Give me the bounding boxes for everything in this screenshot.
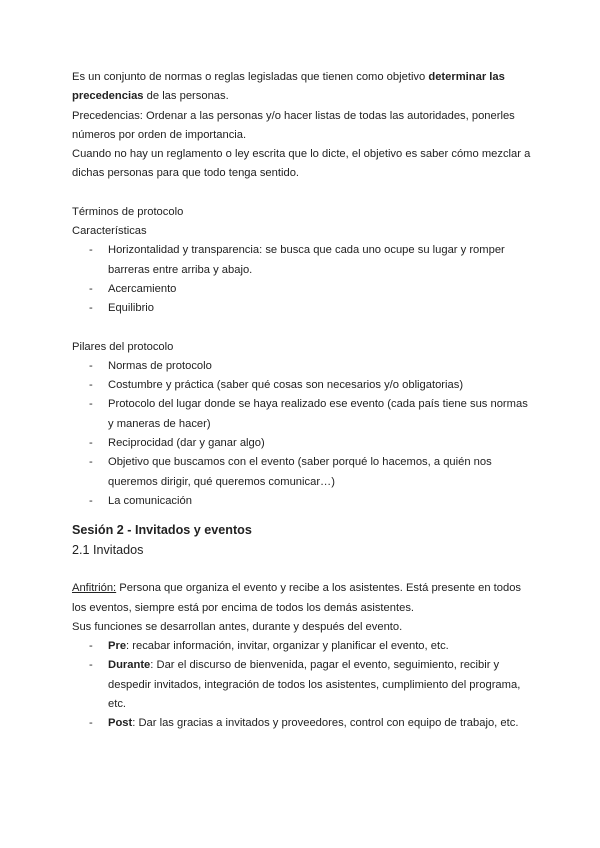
bullet-mark: -	[89, 456, 93, 469]
caracteristicas-heading: Características	[72, 225, 147, 238]
phase-label: Durante	[108, 659, 151, 672]
bullet-mark: -	[89, 640, 93, 653]
list-item: - Equilibrio	[72, 299, 532, 318]
list-item: - Post: Dar las gracias a invitados y proveedores, control con equipo de trabajo, etc.	[72, 714, 532, 733]
bullet-mark: -	[89, 359, 93, 372]
bullet-mark: -	[89, 717, 93, 730]
bullet-mark: -	[89, 437, 93, 450]
list-item: - La comunicación	[72, 492, 532, 511]
funciones-paragraph: Sus funciones se desarrollan antes, durante y después del evento.	[72, 620, 403, 633]
reglamento-paragraph: Cuando no hay un reglamento o ley escrita que lo dicte, el objetivo es saber cómo mezclar a dichas personas para que todo tenga sentido.	[72, 148, 531, 180]
phase-label: Post	[108, 717, 133, 730]
bullet-mark: -	[89, 244, 93, 257]
list-item: - Durante: Dar el discurso de bienvenida, pagar el evento, seguimiento, recibir y despedir invitados, integración de todos los asistentes, cumplimiento del programa, etc.	[72, 656, 532, 714]
list-item: - Normas de protocolo	[72, 357, 532, 376]
precedencias-paragraph: Precedencias: Ordenar a las personas y/o hacer listas de todas las autoridades, ponerles números por orden de importancia.	[72, 109, 515, 141]
document-content	[72, 68, 532, 734]
bullet-mark: -	[89, 379, 93, 392]
anfitrion-label: Anfitrión:	[72, 582, 117, 595]
list-item: - Pre: recabar información, invitar, organizar y planificar el evento, etc.	[72, 637, 532, 656]
list-item: - Acercamiento	[72, 280, 532, 299]
list-item: - Objetivo que buscamos con el evento (saber porqué lo hacemos, a quién nos queremos dirigir, qué queremos comunicar…)	[72, 453, 532, 492]
pilares-list	[72, 357, 532, 511]
anfitrion-paragraph: Anfitrión: Persona que organiza el evento y recibe a los asistentes. Está presente en todos los eventos, siempre está por encima de todos los demás asistentes.	[72, 582, 522, 614]
bullet-mark: -	[89, 302, 93, 315]
intro-bold-term: determinar las precedencias	[72, 71, 505, 103]
bullet-mark: -	[89, 282, 93, 295]
bullet-mark: -	[89, 494, 93, 507]
bullet-mark: -	[89, 398, 93, 411]
caracteristicas-list	[72, 241, 532, 318]
list-item: - Horizontalidad y transparencia: se busca que cada uno ocupe su lugar y romper barreras entre arriba y abajo.	[72, 241, 532, 280]
list-item: - Protocolo del lugar donde se haya realizado ese evento (cada país tiene sus normas y maneras de hacer)	[72, 395, 532, 434]
bullet-mark: -	[89, 659, 93, 672]
phase-label: Pre	[108, 640, 127, 653]
list-item: - Reciprocidad (dar y ganar algo)	[72, 434, 532, 453]
intro-paragraph: Es un conjunto de normas o reglas legisladas que tienen como objetivo determinar las precedencias de las personas.	[72, 71, 505, 103]
list-item: - Costumbre y práctica (saber qué cosas son necesarios y/o obligatorias)	[72, 376, 532, 395]
terminos-heading: Términos de protocolo	[72, 205, 184, 218]
pilares-heading: Pilares del protocolo	[72, 340, 174, 353]
section-subtitle: 2.1 Invitados	[72, 543, 144, 558]
session-title: Sesión 2 - Invitados y eventos	[72, 523, 252, 538]
phases-list	[72, 637, 532, 733]
